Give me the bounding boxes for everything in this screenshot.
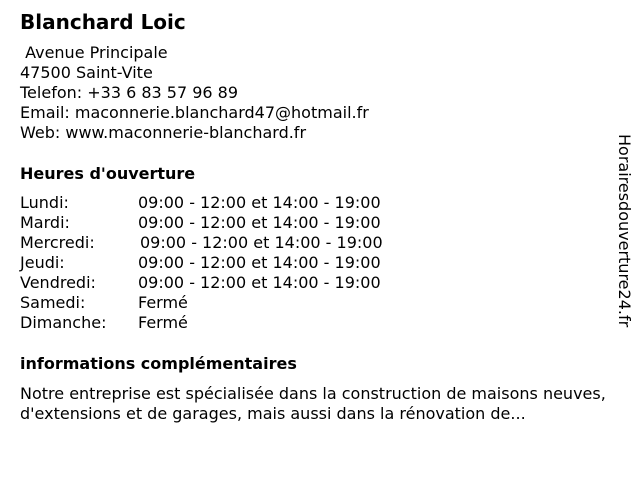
day-hours: 09:00 - 12:00 et 14:00 - 19:00 [138,253,381,272]
day-hours: 09:00 - 12:00 et 14:00 - 19:00 [140,233,383,252]
hours-row-tuesday [20,213,440,233]
hours-row-saturday [20,293,440,313]
hours-row-monday [20,193,440,213]
day-label: Mercredi: [20,233,95,252]
day-label: Lundi: [20,193,69,212]
hours-row-thursday [20,253,440,273]
day-label: Jeudi: [20,253,65,272]
business-name: Blanchard Loic [20,10,186,34]
watermark-text: Horairesdouverture24.fr [615,134,634,328]
day-hours: Fermé [138,313,188,332]
hours-row-friday [20,273,440,293]
day-label: Mardi: [20,213,70,232]
day-hours: 09:00 - 12:00 et 14:00 - 19:00 [138,273,381,292]
opening-hours-table [20,193,440,333]
day-label: Samedi: [20,293,86,312]
day-hours: Fermé [138,293,188,312]
street-address: Avenue Principale [20,43,168,62]
day-hours: 09:00 - 12:00 et 14:00 - 19:00 [138,213,381,232]
day-hours: 09:00 - 12:00 et 14:00 - 19:00 [138,193,381,212]
day-label: Vendredi: [20,273,96,292]
hours-row-sunday [20,313,440,333]
hours-row-wednesday [20,233,440,253]
additional-info-heading: informations complémentaires [20,354,297,373]
watermark [612,134,636,370]
email-address: Email: maconnerie.blanchard47@hotmail.fr [20,103,369,122]
website: Web: www.maconnerie-blanchard.fr [20,123,307,142]
city-postcode: 47500 Saint-Vite [20,63,153,82]
opening-hours-heading: Heures d'ouverture [20,164,196,183]
business-description: Notre entreprise est spécialisée dans la construction de maisons neuves, d'extensions et de garages, mais aussi dans la rénovation de... [20,384,606,423]
contact-block [20,43,369,143]
day-label: Dimanche: [20,313,107,332]
phone-number: Telefon: +33 6 83 57 96 89 [20,83,239,102]
